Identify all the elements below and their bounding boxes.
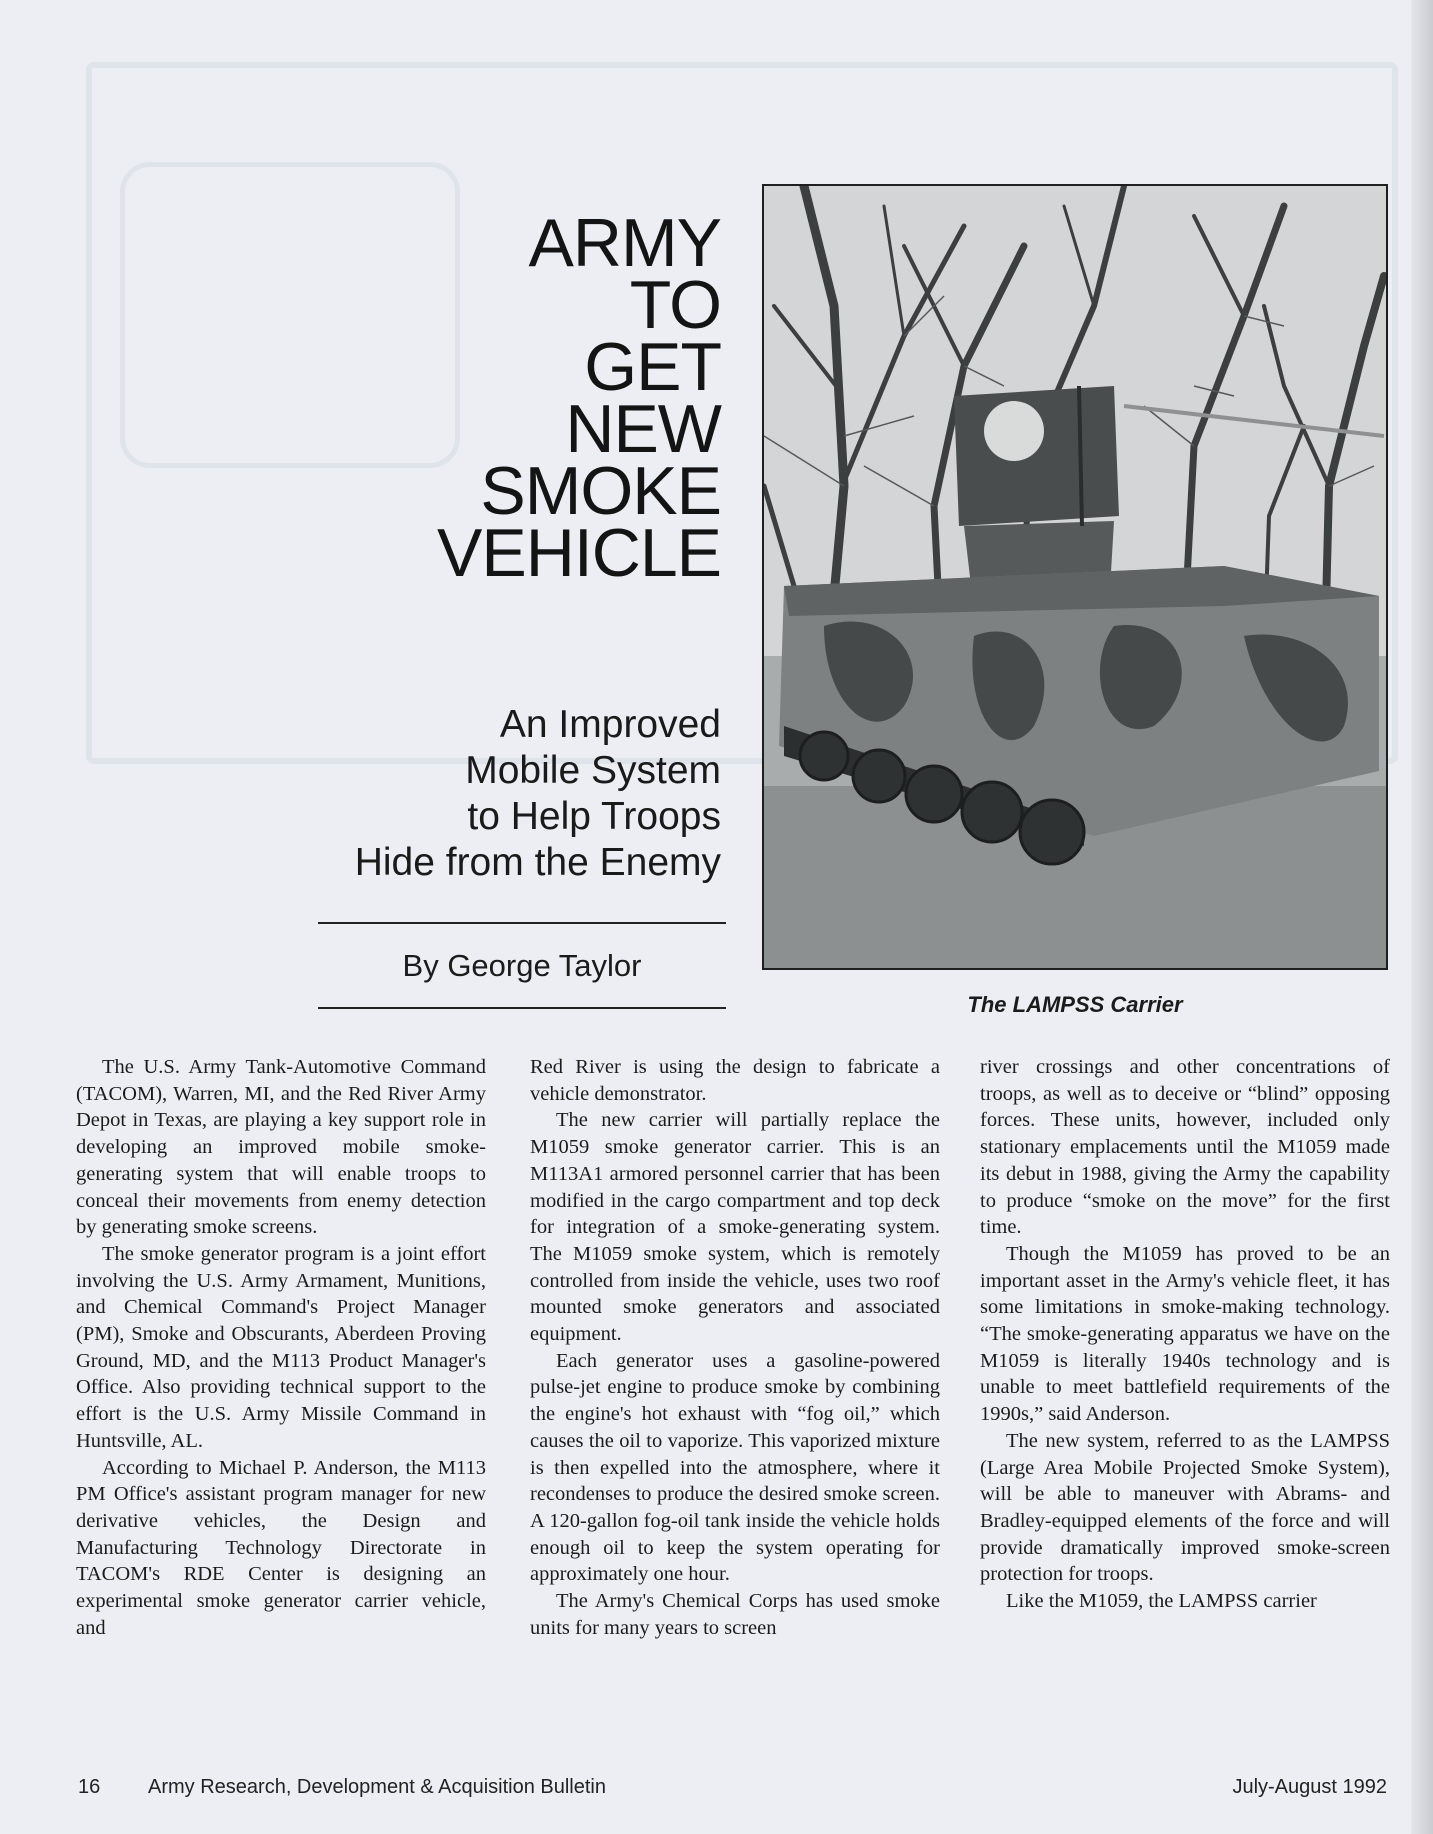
paragraph: Each generator uses a gasoline-powered pulse-jet engine to produce smoke by combining the engine's hot exhaust with “fog oil,” which causes the oil to vaporize. This vaporized mixture is then expelled into the atmosphere, where it recondenses to produce the desired smoke screen. A 120-gallon fog-oil tank inside the vehicle holds enough oil to keep the system operating for approximately one hour.	[530, 1349, 940, 1586]
text-column-1	[76, 1054, 486, 1641]
byline-bottom-rule	[318, 1007, 726, 1009]
subtitle-line: An Improved	[499, 703, 721, 746]
paragraph: Like the M1059, the LAMPSS carrier	[1006, 1590, 1317, 1613]
article-subtitle	[355, 702, 721, 886]
paragraph: According to Michael P. Anderson, the M113 PM Office's assistant program manager for new derivative vehicles, the Design and Manufacturing Technology Directorate in TACOM's RDE Center is designing an experimental smoke generator carrier vehicle, and	[76, 1456, 486, 1639]
paragraph: The U.S. Army Tank-Automotive Command (TACOM), Warren, MI, and the Red River Army Depot in Texas, are playing a key support role in developing an improved mobile smoke-generating system that will enable troops to conceal their movements from enemy detection by generating smoke screens.	[76, 1056, 486, 1239]
byline: By George Taylor	[402, 948, 642, 983]
text-column-2	[530, 1054, 940, 1641]
publication-name: Army Research, Development & Acquisition Bulletin	[148, 1776, 606, 1798]
issue-date: July-August 1992	[1232, 1776, 1387, 1798]
text-column-3	[980, 1054, 1390, 1615]
title-line: VEHICLE	[437, 515, 721, 591]
paragraph: The new system, referred to as the LAMPSS (Large Area Mobile Projected Smoke System), will be able to maneuver with Abrams- and Bradley-equipped elements of the force and will provide dramatically improved smoke-screen protection for troops.	[980, 1429, 1390, 1586]
page-spine-shadow	[1411, 0, 1433, 1834]
article-title	[437, 205, 721, 591]
byline-top-rule	[318, 922, 726, 924]
paragraph: The Army's Chemical Corps has used smoke units for many years to screen	[530, 1590, 940, 1639]
title-line: SMOKE	[480, 453, 721, 529]
show-through-box	[120, 162, 460, 468]
paragraph: river crossings and other concentrations of troops, as well as to deceive or “blind” opposing forces. These units, however, included only stationary emplacements until the M1059 made its debut in 1988, giving the Army the capability to produce “smoke on the move” for the first time.	[980, 1056, 1390, 1239]
paragraph: Red River is using the design to fabricate a vehicle demonstrator.	[530, 1056, 940, 1105]
paragraph: The smoke generator program is a joint effort involving the U.S. Army Armament, Munitions, and Chemical Command's Project Manager (PM), Smoke and Obscurants, Aberdeen Proving Ground, MD, and the M113 Product Manager's Office. Also providing technical support to the effort is the U.S. Army Missile Command in Huntsville, AL.	[76, 1242, 486, 1452]
subtitle-line: to Help Troops	[467, 795, 721, 838]
title-line: GET	[584, 329, 721, 405]
title-line: NEW	[565, 391, 721, 467]
paragraph: The new carrier will partially replace the M1059 smoke generator carrier. This is an M113A1 armored personnel carrier that has been modified in the cargo compartment and top deck for integration of a smoke-generating system. The M1059 smoke system, which is remotely controlled from inside the vehicle, uses two roof mounted smoke generators and associated equipment.	[530, 1109, 940, 1346]
photo-caption: The LAMPSS Carrier	[967, 992, 1183, 1017]
subtitle-line: Mobile System	[465, 749, 721, 792]
vehicle-photo	[762, 184, 1388, 970]
subtitle-line: Hide from the Enemy	[354, 841, 721, 884]
title-line: ARMY	[528, 205, 721, 281]
lampss-carrier-image	[764, 186, 1386, 968]
page-number: 16	[78, 1776, 101, 1798]
title-line: TO	[629, 267, 721, 343]
paragraph: Though the M1059 has proved to be an important asset in the Army's vehicle fleet, it has some limitations in smoke-making technology. “The smoke-generating apparatus we have on the M1059 is literally 1940s technology and is unable to meet battlefield requirements of the 1990s,” said Anderson.	[980, 1242, 1390, 1426]
